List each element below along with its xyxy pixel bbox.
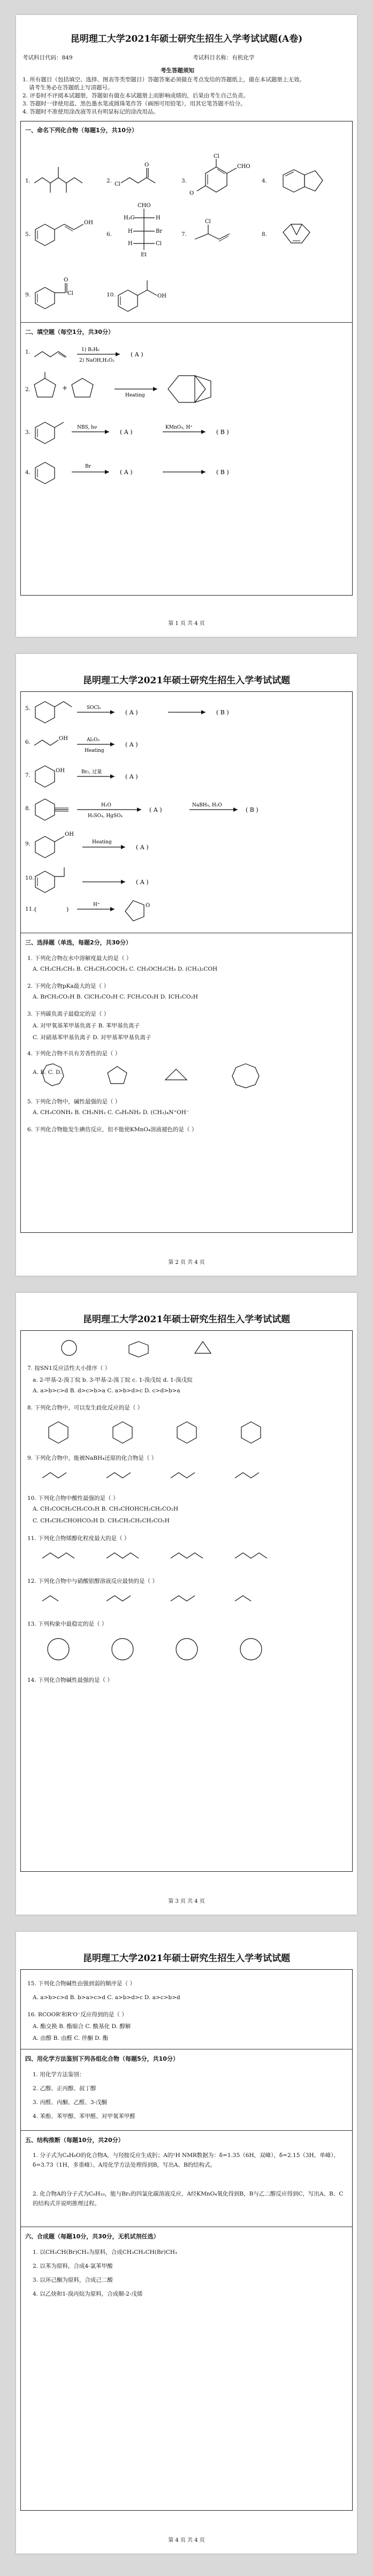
blank-B: ( B ) [216, 469, 229, 476]
page-title: 昆明理工大学2021年硕士研究生招生入学考试试题 [82, 1953, 291, 1964]
order-item: 1. 用化学方法鉴别： [33, 2071, 85, 2078]
choice-options: A. CH₃CONH₂ B. CH₃NH₂ C. C₆H₅NH₂ D. (CH₃)₄N⁺OH⁻ [33, 1109, 189, 1116]
structure-4-spiro [283, 164, 331, 202]
fill-number: 2. [25, 386, 31, 393]
choice-question: 14. 下列化合物碱性最强的是（ ） [27, 1677, 113, 1683]
reagent-label: 1) B₂H₆ [81, 347, 100, 353]
synthesis-item: 3. 以环己酮为原料，合成己二酸 [33, 2277, 113, 2283]
oxygen-label: O [189, 190, 194, 196]
oxygen-label: O [146, 903, 150, 909]
hydrogen-label: H [156, 215, 161, 221]
exam-subject: 考试科目名称：有机化学 [193, 55, 255, 61]
methyl-label: H₃C [124, 215, 135, 221]
choice-options: A. 酯交换 B. 酯缩合 C. 酰基化 D. 醇解 [33, 2023, 131, 2030]
condition-label: Heating [92, 840, 112, 845]
fill-number: 5. [25, 705, 31, 712]
question-6-options [42, 1337, 342, 1359]
notice-line: 3. 答题时一律使用蓝、黑色墨水笔或圆珠笔作答（画图可用铅笔），用其它笔答题不给分。 [22, 101, 246, 107]
synthesis-item: 2. 以苯为原料，合成4-氯苯甲酸 [33, 2263, 113, 2269]
notice-text [22, 76, 351, 116]
fill-10-scheme [34, 863, 334, 895]
fill-number: 4. [25, 469, 31, 476]
blank-A: ( A ) [125, 773, 138, 780]
plus-sign: + [62, 384, 68, 392]
notice-line: 请考生务必在答题纸上写清题号。 [29, 85, 113, 91]
hydroxyl-label: OH [65, 832, 74, 837]
hydroxyl-label: OH [84, 220, 93, 226]
page-footer: 第 3 页 共 4 页 [168, 1899, 205, 1904]
choice-options: C. 对硝基苯甲基负离子 D. 对甲基苯甲基负离子 [33, 1034, 151, 1041]
section-synthesis: 六、合成题（每题10分，共30分，无机试剂任选） [25, 2233, 159, 2240]
notice-title: 考生答题须知 [161, 67, 194, 74]
blank-B: ( B ) [216, 429, 229, 436]
reagent-label: Br [85, 464, 91, 469]
choice-options: a. 2-甲基-2-溴丁烷 b. 3-甲基-2-溴丁烷 c. 1-溴戊烷 d. 1-溴戊烷 [33, 1377, 193, 1383]
blank-close: ) [66, 906, 69, 913]
fill-7-scheme [34, 761, 334, 794]
chloro-label: Cl [156, 241, 162, 247]
fill-number: 11. [25, 906, 34, 912]
item-number: 6. [106, 231, 112, 238]
ethyl-label: Et [141, 252, 147, 258]
catalyst-label: H₂SO₄, HgSO₄ [88, 813, 123, 819]
answer-frame [20, 691, 353, 1233]
item-number: 8. [262, 231, 268, 238]
fill-number: 10. [25, 875, 34, 881]
section-fill: 二、填空题（每空1分，共30分） [25, 329, 114, 336]
blank-A: ( A ) [120, 469, 133, 476]
choice-options: A. B. C. D. [33, 1069, 62, 1076]
item-number: 7. [181, 231, 187, 238]
structure-10-aryl-acid [117, 274, 176, 317]
blank-B: ( B ) [216, 709, 229, 716]
choice-question: 7. 按SN1反应活性大小排序（ ） [27, 1365, 111, 1371]
blank-A: ( A ) [125, 709, 138, 716]
page-1 [16, 15, 357, 637]
question-9-options [37, 1465, 337, 1486]
hydroxyl-label: OH [157, 293, 166, 299]
item-number: 5. [25, 231, 31, 238]
structure-9-benzoyl-chloride [34, 277, 93, 314]
choice-question: 4. 下列化合物不具有芳香性的是（ ） [27, 1050, 121, 1057]
answer-frame [20, 121, 353, 596]
item-number: 3. [181, 178, 187, 184]
choice-question: 13. 下列构象中最稳定的是（ ） [27, 1621, 108, 1627]
choice-options: A. CH₃CH₂CH₃ B. CH₃CH₂COCH₃ C. CH₃OCH₂CH₃ D. (CH₃)₂COH [33, 966, 218, 972]
fill-number: 3. [25, 429, 31, 436]
choice-question: 9. 下列化合物中，能被NaBH₄还原的化合物是（ ） [27, 1455, 157, 1461]
exam-code: 考试科目代码：849 [22, 55, 73, 61]
reagent-label: H⁺ [93, 902, 100, 908]
choice-question: 1. 下列化合物在水中溶解度最大的是（ ） [27, 955, 132, 962]
fill-11-scheme [34, 895, 334, 927]
choice-options: A. a>b>c>d B. d>c>b>a C. a>b>d>c D. c>d>b>a [33, 1388, 180, 1394]
fill-2-scheme [34, 368, 291, 416]
section-divider [21, 2130, 352, 2131]
structure-2-chloroketone [115, 162, 173, 199]
hydroxyl-label: OH [59, 736, 68, 742]
blank-A: ( A ) [131, 351, 143, 358]
page-footer: 第 1 页 共 4 页 [168, 621, 205, 627]
condition-label: Heating [125, 393, 145, 398]
choice-options: A. BrCH₂CO₂H B. ClCH₂CO₂H C. FCH₂CO₂H D. ICH₂CO₂H [33, 994, 198, 1000]
reagent-label: Al₂O₃ [87, 737, 100, 743]
section-structure: 五、结构推断（每题10分，共20分） [25, 2137, 124, 2144]
section-naming: 一、命名下列化合物（每题1分，共10分） [25, 127, 138, 134]
item-number: 9. [25, 292, 31, 298]
structure-item: 1. 分子式为C₄H₈O的化合物A，与羟胺反应生成肟；A的¹H NMR数据为：δ=1.35（6H，双峰），δ=2.15（3H，单峰），δ=3.73（1H，多重峰）。A用化学方法处理得到B，写出A、B的结构式。 [33, 2152, 339, 2168]
bromo-label: Br [156, 228, 163, 234]
structure-5-cinnamyl-alcohol [34, 218, 98, 250]
reagent-label: H₂O [101, 803, 111, 808]
choice-options: A. 由醇 B. 由醛 C. 伴酮 D. 酯 [33, 2035, 109, 2041]
page-4 [16, 1932, 357, 2554]
choice-question: 3. 下列碳负离子最稳定的是（ ） [27, 1011, 110, 1017]
fill-3-scheme [34, 416, 334, 448]
choice-question: 12. 下列化合物中与硝酸银醇溶液反应最快的是（ ） [27, 1578, 158, 1584]
blank-A: ( A ) [136, 844, 149, 851]
answer-frame [20, 1969, 353, 2511]
blank-A: ( A ) [120, 429, 133, 436]
hydrogen-label: H [128, 228, 133, 234]
page-2 [16, 654, 357, 1276]
reagent-label: NaBH₄, H₂O [192, 803, 222, 808]
aldehyde-label: CHO [237, 164, 250, 170]
item-number: 1. [25, 178, 31, 184]
fill-1-scheme [34, 338, 238, 370]
choice-question: 2. 下列化合物pKa最大的是（ ） [27, 983, 110, 989]
synthesis-item: 4. 以乙炔和1-溴丙烷为原料，合成顺-2-戊烯 [33, 2291, 143, 2297]
notice-line: 1. 所有题目（包括填空、选择、图表等类型题目）答题答案必须做在考点发给的答题纸上，做在本试题册上无效。 [22, 77, 305, 83]
choice-options: A. a>b>c>d B. b>a>c>d C. a>b>d>c D. a>c>b>d [33, 1994, 180, 2001]
question-13-newman-options [37, 1630, 337, 1668]
fill-number: 1. [25, 349, 31, 355]
structure-6-fischer-projection [123, 202, 176, 261]
blank-A: ( A ) [125, 741, 138, 748]
item-number: 2. [106, 178, 112, 184]
page-3 [16, 1293, 357, 1915]
aldehyde-label: CHO [138, 203, 151, 209]
choice-options: A. CH₃COCH₂CH₂CO₂H B. CH₃CHOHCH₂CH₂CO₂H [33, 1506, 179, 1512]
oxygen-label: O [144, 162, 149, 168]
fill-4-scheme [34, 456, 334, 488]
condition-label: Heating [85, 748, 104, 753]
page-footer: 第 2 页 共 4 页 [168, 1260, 205, 1266]
structure-item: 2. 化合物A的分子式为C₈H₁₀，能与Br₂的四氯化碳溶液反应，A经KMnO₄氧化得到B，B与乙二醇反应得到C，写出A、B、C的结构式并说明推理过程。 [33, 2191, 344, 2207]
choice-question: 5. 下列化合物中，碱性最强的是（ ） [27, 1099, 121, 1105]
blank-A: ( A ) [136, 879, 149, 886]
answer-frame [20, 1330, 353, 1872]
order-item: 3. 丙醛、丙酮、乙醛、3-戊酮 [33, 2099, 108, 2106]
page-title: 昆明理工大学2021年硕士研究生招生入学考试试题 [82, 675, 291, 686]
aromaticity-options [42, 1061, 310, 1088]
fill-number: 6. [25, 739, 31, 745]
oxygen-label: O [64, 277, 68, 283]
order-item: 2. 乙醇、正丙醇、叔丁醇 [33, 2085, 96, 2092]
choice-question: 8. 下列化合物中，可以发生歧化反应的是（ ） [27, 1405, 143, 1411]
fill-number: 7. [25, 772, 31, 779]
fill-9-scheme [34, 828, 334, 860]
notice-line: 4. 答题时不准使用涂改液等具有明显标记的涂改用品。 [22, 109, 159, 115]
chloro-label: Cl [67, 291, 73, 296]
choice-question: 10. 下列化合物中酸性最强的是（ ） [27, 1495, 119, 1502]
fill-6-scheme [34, 729, 334, 761]
section-order: 四、用化学方法鉴别下列各组化合物（每题5分，共10分） [25, 2055, 179, 2062]
choice-question: 11. 下列化合物烯醇化程度最大的是（ ） [27, 1535, 130, 1542]
notice-line: 2. 评卷时不评阅本试题册，答题如有做在本试题册上而影响成绩的，后果由考生自己负责。 [22, 93, 249, 99]
structure-8-norbornene [278, 219, 315, 251]
choice-question: 15. 下列化合物碱性由强到弱的顺序是（ ） [27, 1980, 135, 1987]
chloro-label: Cl [205, 219, 211, 225]
order-item: 4. 苯酚、苯甲醇、苯甲醛、对甲氧苯甲醛 [33, 2113, 135, 2120]
fill-number: 9. [25, 841, 31, 847]
fill-8-scheme [34, 794, 334, 826]
structure-3-aryl-aldehyde [189, 156, 254, 199]
page-title: 昆明理工大学2021年硕士研究生招生入学考试试题 [82, 1314, 291, 1325]
structure-7-chloroalkene [192, 218, 235, 250]
reagent-label: NBS, hν [77, 425, 97, 430]
fill-5-scheme [34, 697, 334, 724]
fill-number: 8. [25, 805, 31, 812]
reagent-label: SOCl₂ [87, 705, 101, 711]
section-divider [21, 322, 352, 323]
hydrogen-label: H [128, 241, 133, 247]
question-11-options [37, 1545, 337, 1566]
chloro-label: Cl [214, 154, 219, 159]
blank-A: ( A ) [149, 806, 162, 813]
reagent-label: KMnO₄, H⁺ [165, 425, 193, 430]
structure-1-branched-alkane [34, 162, 88, 199]
question-8-options [37, 1414, 337, 1446]
choice-question: 16. RCOOR'和R'O⁻反应得到的是（ ） [27, 2011, 127, 2018]
reagent-label: Br₂, 过量 [81, 769, 102, 775]
blank-B: ( B ) [246, 806, 258, 813]
hydroxyl-label: OH [56, 768, 65, 774]
item-number: 10. [106, 292, 116, 298]
section-choice: 三、选择题（单选，每题2分，共30分） [25, 939, 132, 946]
item-number: 4. [262, 178, 268, 184]
question-12-options [37, 1588, 337, 1609]
page-title: 昆明理工大学2021年硕士研究生招生入学考试试题(A卷) [70, 34, 303, 44]
chloro-label: Cl [115, 181, 120, 187]
choice-question: 6. 下列化合物能发生碘仿反应，但不能使KMnO₄溶液褪色的是（ ） [27, 1126, 197, 1133]
reagent-label: 2) NaOH,H₂O₂ [79, 358, 115, 363]
blank-open: ( [34, 906, 37, 913]
synthesis-item: 1. 以CH₃CH(Br)CH₃为原料，合成CH₃CH₂CH(Br)CH₃ [33, 2249, 178, 2255]
choice-options: C. CH₃CH₂CHOHCO₂H D. CH₃CH₂CH₂CH₂CO₂H [33, 1518, 170, 1524]
page-footer: 第 4 页 共 4 页 [168, 2537, 205, 2543]
choice-options: A. 对甲氧基苯甲基负离子 B. 苯甲基负离子 [33, 1023, 140, 1029]
